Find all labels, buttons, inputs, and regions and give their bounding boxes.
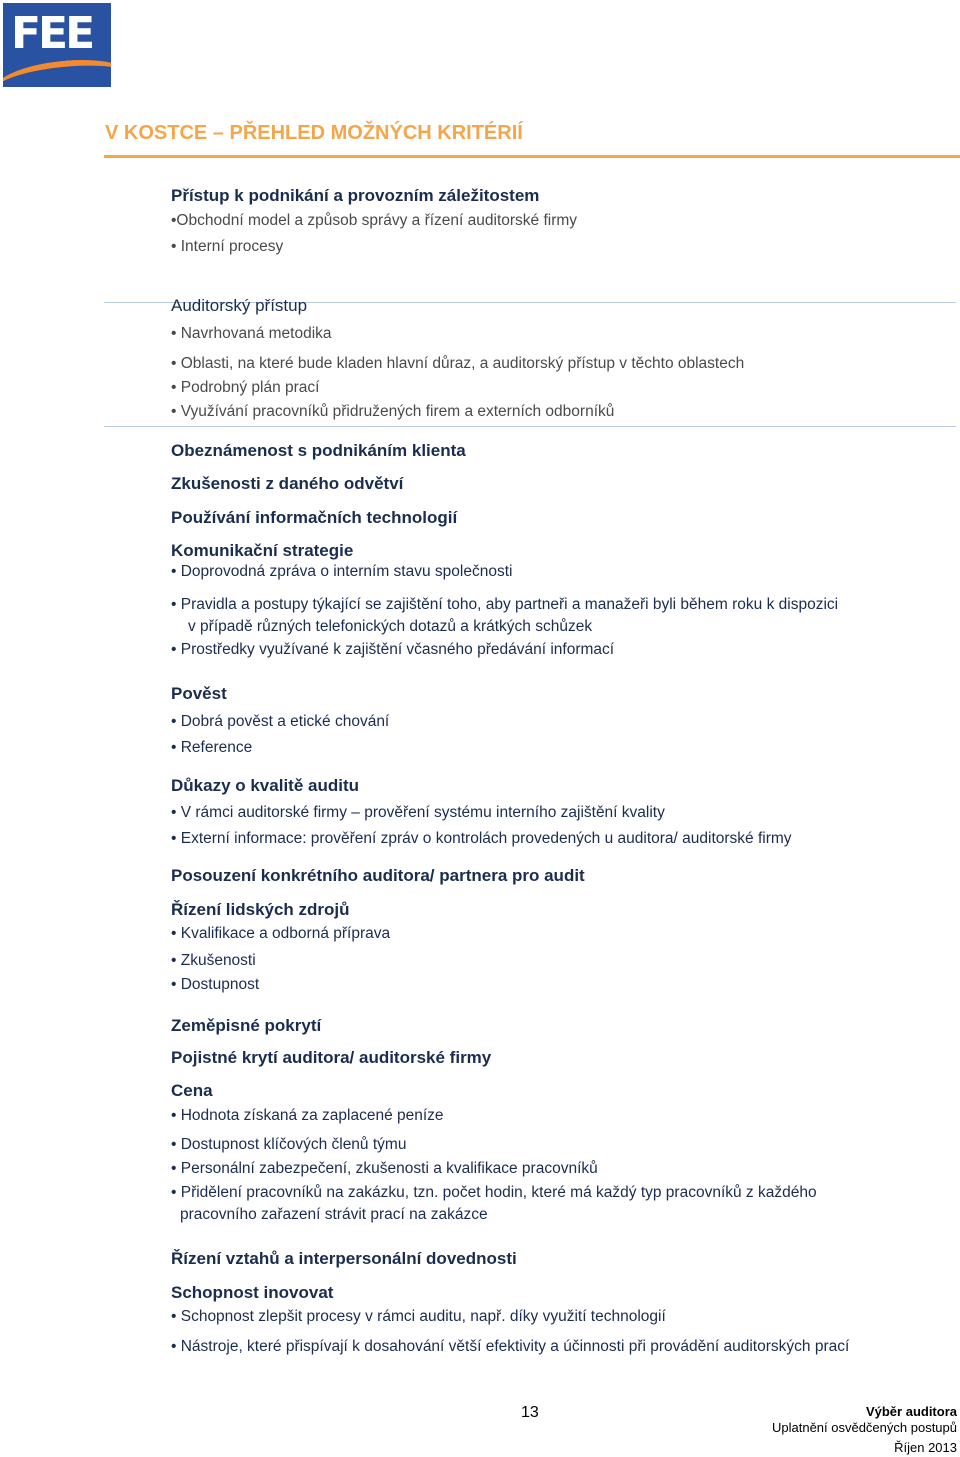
title-underline [104, 155, 960, 158]
section-heading: Auditorský přístup [171, 296, 308, 315]
section-heading: Řízení lidských zdrojů [171, 900, 350, 919]
section-heading: Přístup k podnikání a provozním záležitostem [171, 186, 540, 205]
footer-doc-subtitle: Uplatnění osvědčených postupů [771, 1420, 957, 1435]
section-divider [104, 426, 956, 427]
list-item-continuation: v případě různých telefonických dotazů a krátkých schůzek [188, 618, 593, 635]
list-item: • Doprovodná zpráva o interním stavu společnosti [171, 563, 513, 580]
list-item: • Navrhovaná metodika [171, 325, 332, 342]
list-item: • Kvalifikace a odborná příprava [171, 925, 391, 942]
footer-doc-title: Výběr auditora [865, 1404, 957, 1419]
section-heading: Zeměpisné pokrytí [171, 1016, 322, 1035]
section-heading: Cena [171, 1081, 213, 1100]
section-heading: Schopnost inovovat [171, 1283, 334, 1302]
logo-text: FEE [11, 8, 93, 59]
list-item: • Interní procesy [171, 238, 284, 255]
list-item: • Dobrá pověst a etické chování [171, 713, 390, 730]
list-item: • Pravidla a postupy týkající se zajištění toho, aby partneři a manažeři byli během roku k dispozici [171, 596, 839, 613]
section-heading: Zkušenosti z daného odvětví [171, 474, 404, 493]
section-heading: Komunikační strategie [171, 541, 354, 560]
list-item: • Dostupnost [171, 976, 260, 993]
list-item-continuation: pracovního zařazení strávit prací na zakázce [180, 1206, 488, 1223]
section-heading: Používání informačních technologií [171, 508, 458, 527]
list-item: • Přidělení pracovníků na zakázku, tzn. počet hodin, které má každý typ pracovníků z každého [171, 1184, 817, 1201]
section-heading: Pojistné krytí auditora/ auditorské firmy [171, 1048, 492, 1067]
list-item: • Hodnota získaná za zaplacené peníze [171, 1107, 444, 1124]
section-heading: Pověst [171, 684, 227, 703]
list-item: • Podrobný plán prací [171, 379, 320, 396]
footer-date: Říjen 2013 [894, 1440, 957, 1455]
page-title: V KOSTCE – PŘEHLED MOŽNÝCH KRITÉRIÍ [105, 122, 523, 144]
section-heading: Obeznámenost s podnikáním klienta [171, 441, 466, 460]
list-item: • Prostředky využívané k zajištění včasného předávání informací [171, 641, 615, 658]
list-item: • Nástroje, které přispívají k dosahování větší efektivity a účinnosti při provádění auditorských prací [171, 1338, 850, 1355]
list-item: • Externí informace: prověření zpráv o kontrolách provedených u auditora/ auditorské firmy [171, 830, 792, 847]
list-item: • Zkušenosti [171, 952, 256, 969]
list-item: • V rámci auditorské firmy – prověření systému interního zajištění kvality [171, 804, 665, 821]
page-number: 13 [521, 1404, 539, 1421]
list-item: •Obchodní model a způsob správy a řízení auditorské firmy [171, 212, 578, 229]
section-heading: Řízení vztahů a interpersonální dovednosti [171, 1249, 517, 1268]
list-item: • Dostupnost klíčových členů týmu [171, 1136, 407, 1153]
section-heading: Posouzení konkrétního auditora/ partnera pro audit [171, 866, 585, 885]
list-item: • Personální zabezpečení, zkušenosti a kvalifikace pracovníků [171, 1160, 598, 1177]
fee-logo [3, 3, 111, 87]
list-item: • Využívání pracovníků přidružených firem a externích odborníků [171, 403, 615, 420]
list-item: • Reference [171, 739, 253, 756]
section-heading: Důkazy o kvalitě auditu [171, 776, 359, 795]
list-item: • Schopnost zlepšit procesy v rámci auditu, např. díky využití technologií [171, 1308, 666, 1325]
list-item: • Oblasti, na které bude kladen hlavní důraz, a auditorský přístup v těchto oblastech [171, 355, 745, 372]
